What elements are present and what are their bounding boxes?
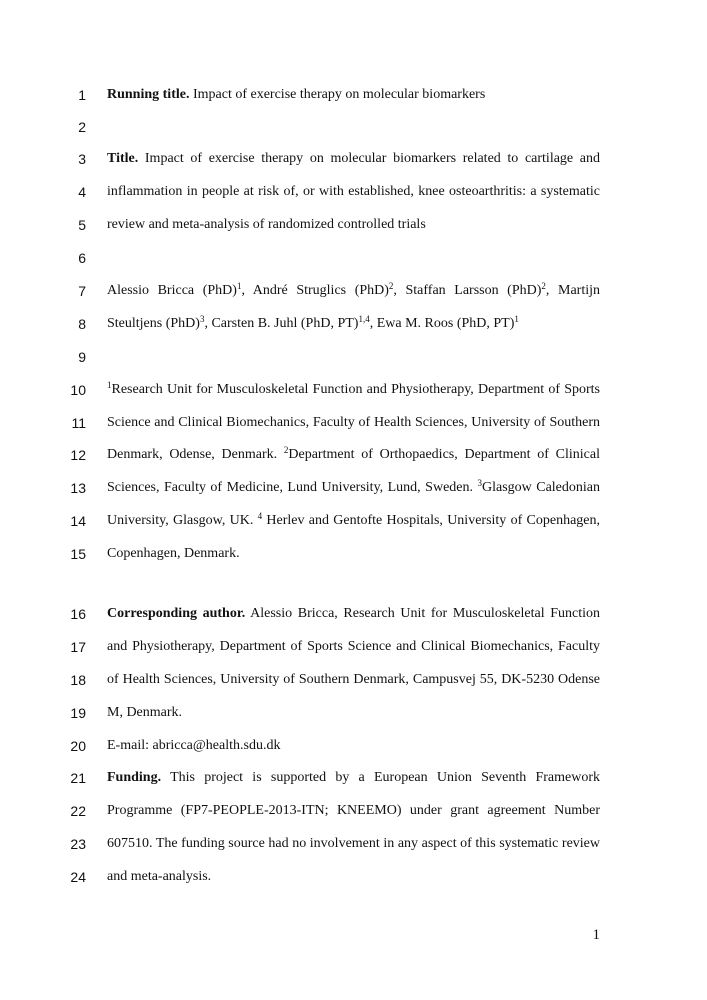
affiliation-mark: 2 xyxy=(541,281,546,291)
affiliation-text: Herlev and Gentofte Hospitals, University of Copenhagen, xyxy=(262,513,601,528)
affiliation-mark: 1,4 xyxy=(358,314,370,324)
line-number: 9 xyxy=(78,349,86,365)
affiliation-mark: 1 xyxy=(514,314,519,324)
funding-line: 607510. The funding source had no involvement in any aspect of this systematic review xyxy=(107,836,600,851)
author: , Ewa M. Roos (PhD, PT) xyxy=(369,316,515,331)
author-list xyxy=(107,315,600,333)
running-title xyxy=(107,86,600,104)
line-number: 14 xyxy=(70,513,86,529)
affiliation-line xyxy=(107,446,600,464)
affiliation-text: Department of Orthopaedics, Department of Clinical xyxy=(288,447,600,462)
corresponding-text: Alessio Bricca, Research Unit for Musculoskeletal Function xyxy=(245,606,600,621)
affiliation-line: Science and Clinical Biomechanics, Faculty of Health Sciences, University of Southern xyxy=(107,415,600,430)
affiliation-mark: 2 xyxy=(388,281,394,291)
corresponding-label: Corresponding author. xyxy=(107,606,246,621)
line-number: 13 xyxy=(70,480,86,496)
line-number: 7 xyxy=(78,283,86,299)
corresponding-line: and Physiotherapy, Department of Sports Science and Clinical Biomechanics, Faculty xyxy=(107,639,600,654)
funding xyxy=(107,769,600,787)
line-number: 8 xyxy=(78,316,86,332)
affiliation-mark: 2 xyxy=(283,445,289,455)
title-text: Impact of exercise therapy on molecular biomarkers related to cartilage and xyxy=(138,151,600,166)
line-number: 1 xyxy=(78,87,86,103)
line-number: 19 xyxy=(70,705,86,721)
affiliation-line xyxy=(107,512,600,530)
line-number: 6 xyxy=(78,250,86,266)
title-label: Title. xyxy=(107,151,139,166)
affiliation-text: University, Glasgow, UK. xyxy=(107,513,258,528)
title-line xyxy=(107,150,600,168)
affiliation-text: Glasgow Caledonian xyxy=(481,480,600,495)
title-line: review and meta-analysis of randomized controlled trials xyxy=(107,217,426,232)
line-number: 23 xyxy=(70,836,86,852)
author: Steultjens (PhD) xyxy=(107,316,200,331)
affiliation-mark: 4 xyxy=(257,511,263,521)
corresponding-line: M, Denmark. xyxy=(107,705,183,720)
affiliation-text: Denmark, Odense, Denmark. xyxy=(107,447,284,462)
line-number: 21 xyxy=(70,770,86,786)
author: , Martijn xyxy=(545,283,600,298)
line-number: 17 xyxy=(70,639,86,655)
affiliation-line xyxy=(107,381,600,399)
email-line: E-mail: abricca@health.sdu.dk xyxy=(107,738,281,753)
page-number: 1 xyxy=(592,927,600,943)
line-number: 11 xyxy=(71,415,86,431)
affiliation-mark: 3 xyxy=(199,314,205,324)
funding-text: This project is supported by a European Union Seventh Framework xyxy=(161,770,600,785)
affiliation-line: Copenhagen, Denmark. xyxy=(107,546,240,561)
affiliation-text: Research Unit for Musculoskeletal Function and Physiotherapy, Department of Sports xyxy=(111,382,600,397)
line-number: 24 xyxy=(70,869,86,885)
author: , Carsten B. Juhl (PhD, PT) xyxy=(204,316,359,331)
line-number: 15 xyxy=(70,546,86,562)
line-number: 18 xyxy=(70,672,86,688)
line-number: 10 xyxy=(70,382,86,398)
author: Alessio Bricca (PhD) xyxy=(107,283,237,298)
line-number: 5 xyxy=(78,217,86,233)
line-number: 3 xyxy=(78,151,86,167)
running-title-text: Impact of exercise therapy on molecular biomarkers xyxy=(189,87,486,102)
line-number: 16 xyxy=(70,606,86,622)
affiliation-mark: 3 xyxy=(477,478,482,488)
line-number: 2 xyxy=(78,119,86,135)
running-title-label: Running title. xyxy=(107,87,190,102)
affiliation-mark: 1 xyxy=(236,281,242,291)
funding-line: and meta-analysis. xyxy=(107,869,212,884)
corresponding-line: of Health Sciences, University of Southern Denmark, Campusvej 55, DK-5230 Odense xyxy=(107,672,600,687)
author: , André Struglics (PhD) xyxy=(241,283,389,298)
line-number: 12 xyxy=(70,447,86,463)
line-number: 22 xyxy=(70,803,86,819)
corresponding-author xyxy=(107,605,600,623)
funding-line: Programme (FP7-PEOPLE-2013-ITN; KNEEMO) under grant agreement Number xyxy=(107,803,600,818)
affiliation-line xyxy=(107,479,600,497)
funding-label: Funding. xyxy=(107,770,162,785)
line-number: 20 xyxy=(70,738,86,754)
title-line: inflammation in people at risk of, or with established, knee osteoarthritis: a systematic xyxy=(107,184,600,199)
author-list xyxy=(107,282,600,300)
affiliation-mark: 1 xyxy=(107,380,112,390)
affiliation-text: Sciences, Faculty of Medicine, Lund University, Lund, Sweden. xyxy=(107,480,478,495)
author: , Staffan Larsson (PhD) xyxy=(393,283,542,298)
line-number: 4 xyxy=(78,184,86,200)
